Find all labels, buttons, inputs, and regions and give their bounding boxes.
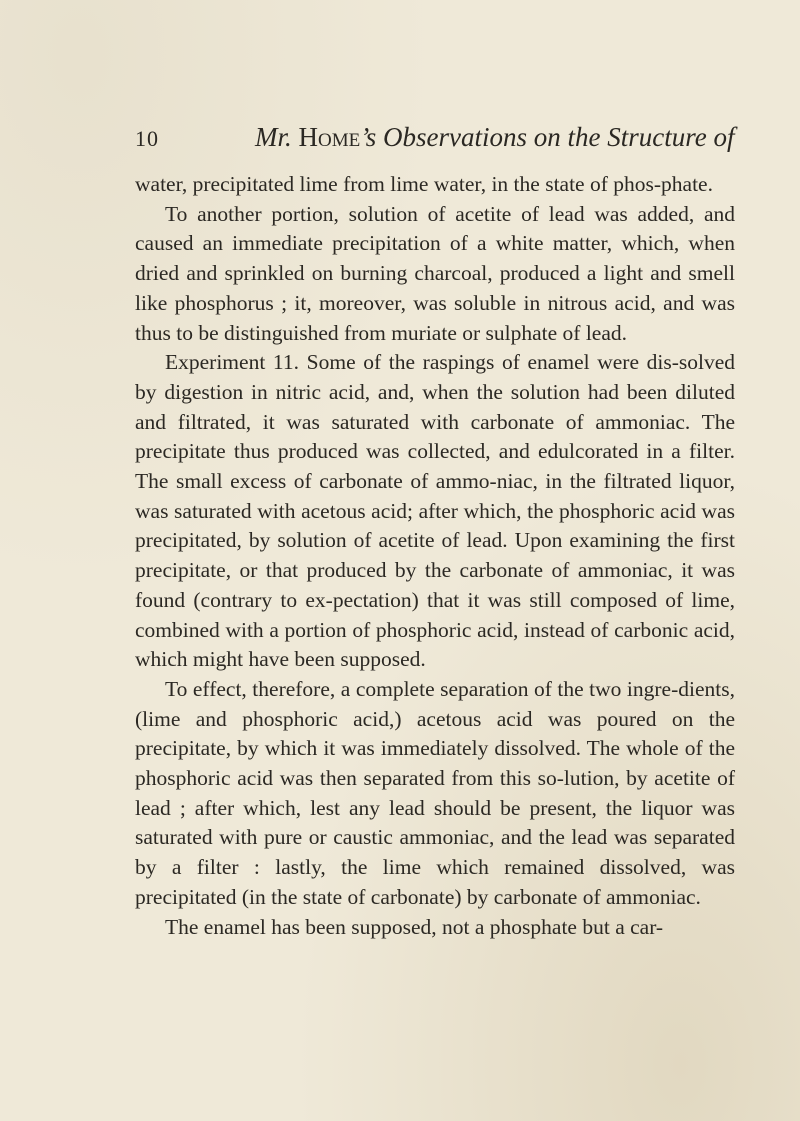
- paragraph-separation: To effect, therefore, a complete separation of the two ingre-dients, (lime and phosphoric acid,) acetous acid was poured on the precipitate, by which it was immediately dissolved. The whole of the phosphoric acid was then separated from this so-lution, by acetite of lead ; after which, lest any lead should be present, the liquor was saturated with pure or caustic ammoniac, and the lead was separated by a filter : lastly, the lime which remained dissolved, was precipitated (in the state of carbonate) by carbonate of ammoniac.: [135, 676, 735, 909]
- running-head-rest: ’s Observations on the Structure of: [360, 122, 735, 152]
- paragraph-acetite-of-lead: To another portion, solution of acetite of lead was added, and caused an immediate precipitation of a white matter, which, when dried and sprinkled on burning charcoal, produced a light and smell like phosphorus ; it, moreover, was soluble in nitrous acid, and was thus to be distinguished from muriate or sulphate of lead.: [135, 201, 735, 345]
- running-head-mr: Mr.: [255, 122, 292, 152]
- running-head: [255, 122, 734, 153]
- paragraph-continuation: water, precipitated lime from lime water, in the state of phos-phate.: [135, 172, 713, 196]
- page-header: [135, 122, 735, 158]
- body-text: [135, 170, 735, 942]
- paragraph-experiment-11: Experiment 11. Some of the raspings of enamel were dis-solved by digestion in nitric acid, and, when the solution had been diluted and filtrated, it was saturated with carbonate of ammoniac. The precipitate thus produced was collected, and edulcorated in a filter. The small excess of carbonate of ammo-niac, in the filtrated liquor, was saturated with acetous acid; after which, the phosphoric acid was precipitated, by solution of acetite of lead. Upon examining the first precipitate, or that produced by the carbonate of ammoniac, it was found (contrary to ex-pectation) that it was still composed of lime, combined with a portion of phosphoric acid, instead of carbonic acid, which might have been supposed.: [135, 350, 735, 672]
- paragraph-enamel-supposed: The enamel has been supposed, not a phosphate but a car-: [165, 914, 664, 939]
- running-head-home: Home: [298, 122, 361, 152]
- page-number: 10: [135, 126, 159, 151]
